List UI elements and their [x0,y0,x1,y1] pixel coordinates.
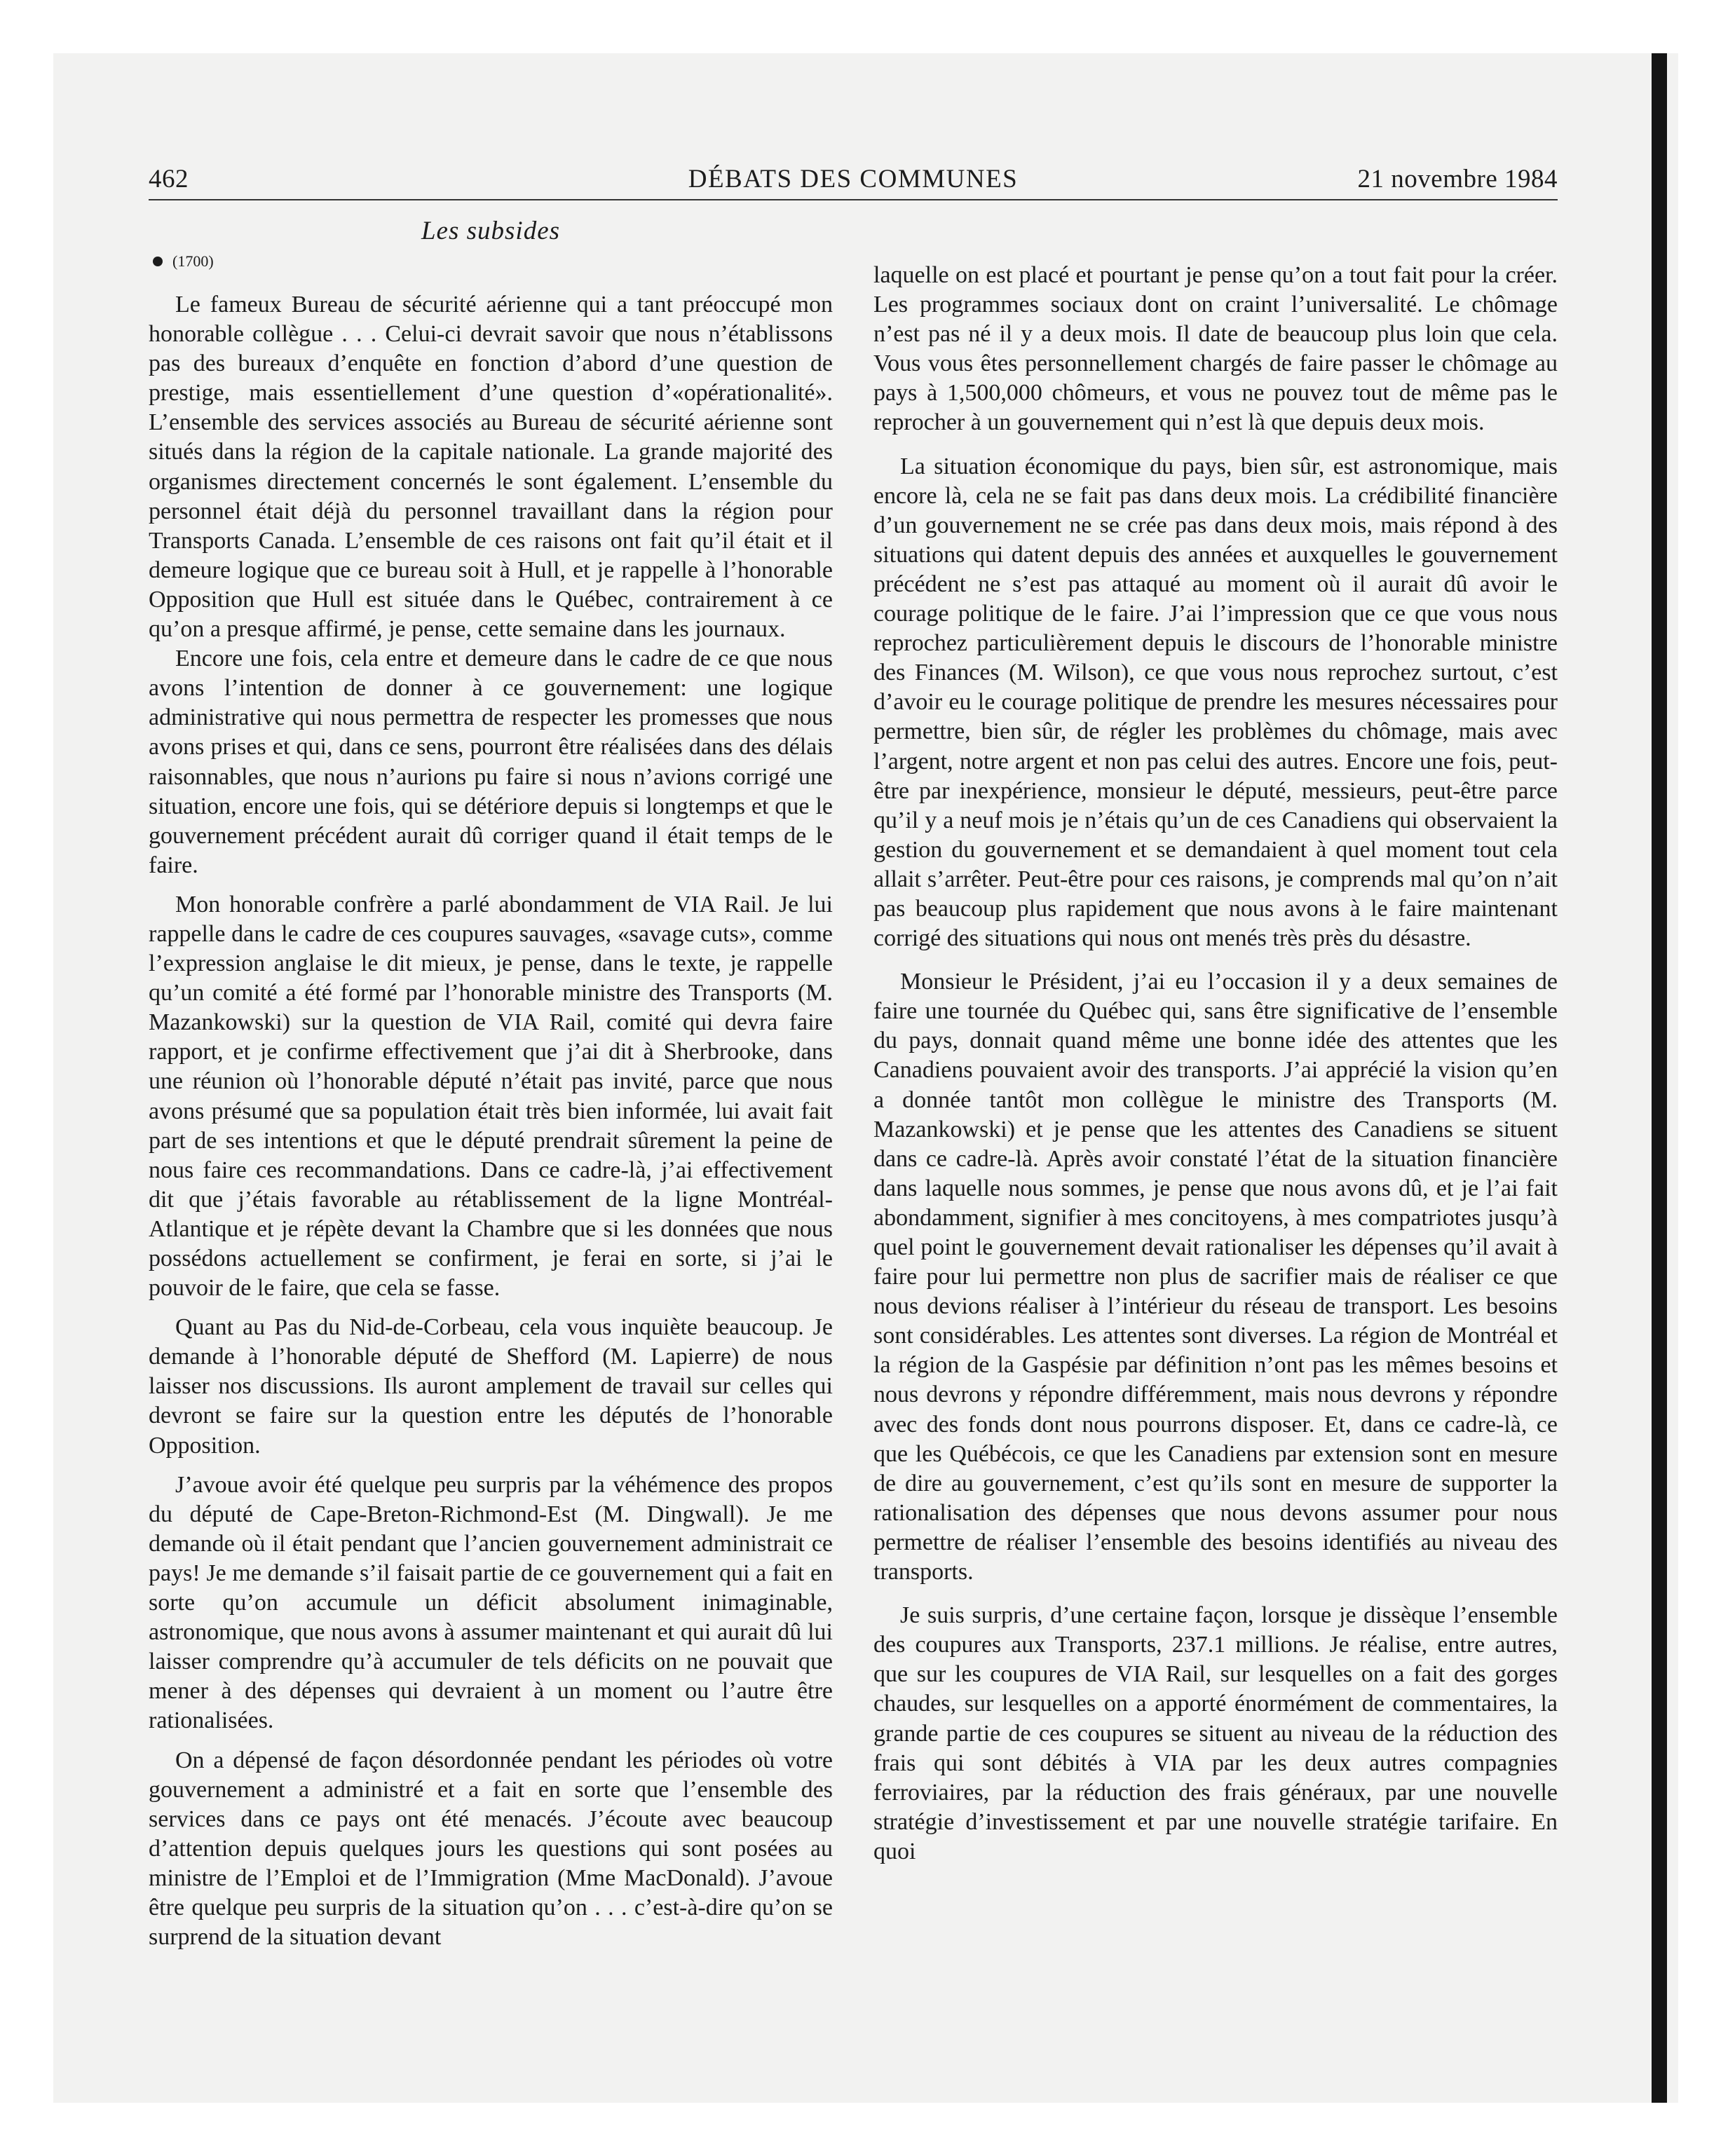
right-column [873,261,1558,1867]
header-rule [149,199,1558,200]
scan-edge [1652,53,1667,2103]
bullet-icon [153,257,163,266]
paragraph: Le fameux Bureau de sécurité aérienne qui a tant préoccupé mon honorable collègue . . . Celui-ci devrait savoir que nous n’établissons pas des bureaux d’enquête en fonction d’abord d’une question de prestige, mais essentiellement d’une question d’«opérationalité». L’ensemble des services associés au Bureau de sécurité aérienne sont situés dans la région de la capitale nationale. La grande majorité des organismes directement concernés le sont également. L’ensemble du personnel était déjà du personnel travaillant dans la région pour Transports Canada. L’ensemble de ces raisons ont fait qu’il était et il demeure logique que ce bureau soit à Hull, et je rappelle à l’honorable Opposition que Hull est située dans le Québec, contrairement à ce qu’on a presque affirmé, je pense, cette semaine dans les journaux. [149,292,833,643]
paragraph: laquelle on est placé et pourtant je pense qu’on a tout fait pour la créer. Les programmes sociaux dont on craint l’universalité. Le chômage n’est pas né il y a deux mois. Il date de beaucoup plus loin que cela. Vous vous êtes personnellement chargés de faire passer le chômage au pays à 1,500,000 chômeurs, et vous ne pouvez tout de même pas le reprocher à un gouvernement qui n’est là que depuis deux mois. [873,262,1558,436]
paragraph: La situation économique du pays, bien sûr, est astronomique, mais encore là, cela ne se fait pas dans deux mois. La crédibilité financière d’un gouvernement ne se crée pas dans deux mois, mais répond à des situations qui datent depuis des années et auxquelles le gouvernement précédent ne s’est pas attaqué au moment où il aurait dû avoir le courage politique de le faire. J’ai l’impression que ce que vous nous reprochez particulièrement depuis le discours de l’honorable ministre des Finances (M. Wilson), ce que vous nous reprochez surtout, c’est d’avoir eu le courage politique de prendre les mesures nécessaires pour permettre, bien sûr, de régler les problèmes du chômage, mais avec l’argent, notre argent et non pas celui des autres. Encore une fois, peut-être par inexpérience, monsieur le député, messieurs, peut-être parce qu’il y a neuf mois je n’étais qu’un de ces Canadiens qui observaient la gestion du gouvernement et se demandaient à quel moment tout cela allait s’arrêter. Peut-être pour ces raisons, je comprends mal qu’on n’ait pas beaucoup plus rapidement que nous avons à le faire maintenant corrigé des situations qui nous ont menés très près du désastre. [873,453,1558,952]
timestamp-text: (1700) [172,252,214,270]
page-header [149,164,1558,199]
paragraph: Quant au Pas du Nid-de-Corbeau, cela vous inquiète beaucoup. Je demande à l’honorable député de Shefford (M. Lapierre) de nous laisser nos discussions. Ils auront amplement de travail sur celles qui devront se faire sur la question entre les députés de l’honorable Opposition. [149,1314,833,1459]
paragraph: Je suis surpris, d’une certaine façon, lorsque je dissèque l’ensemble des coupures aux Transports, 237.1 millions. Je réalise, entre autres, que sur les coupures de VIA Rail, sur lesquelles on a fait des gorges chaudes, sur lesquelles on a apporté énormément de commentaires, la grande partie de ces coupures se situent au niveau de la réduction des frais qui sont débités à VIA par les deux autres compagnies ferroviaires, par la réduction des frais généraux, par une nouvelle stratégie d’investissement et par une nouvelle stratégie tarifaire. En quoi [873,1602,1558,1864]
paragraph: On a dépensé de façon désordonnée pendant les périodes où votre gouvernement a administré et a fait en sorte que l’ensemble des services dans ce pays ont été menacés. J’écoute avec beaucoup d’attention depuis quelques jours les questions qui sont posées au ministre de l’Emploi et de l’Immigration (Mme MacDonald). J’avoue être quelque peu surpris de la situation qu’on . . . c’est-à-dire qu’on se surprend de la situation devant [149,1747,833,1951]
timestamp-marker [153,252,214,271]
section-title: Les subsides [421,217,561,245]
paragraph: Monsieur le Président, j’ai eu l’occasion il y a deux semaines de faire une tournée du Québec qui, sans être significative de l’ensemble du pays, donnait quand même une bonne idée des attentes que les Canadiens pouvaient avoir des transports. J’ai apprécié la vision qu’en a donnée tantôt mon collègue le ministre des Transports (M. Mazankowski) et je pense que les attentes des Canadiens se situent dans ce cadre-là. Après avoir constaté l’état de la situation financière dans laquelle nous sommes, je pense que nous avons dû, et je l’ai fait abondamment, signifier à mes concitoyens, à mes compatriotes jusqu’à quel point le gouvernement devait rationaliser les dépenses qu’il avait à faire pour lui permettre non plus de sacrifier mais de réaliser ce que nous devions réaliser à l’intérieur du réseau de transport. Les besoins sont considérables. Les attentes sont diverses. La région de Montréal et la région de la Gaspésie par définition n’ont pas les mêmes besoins et nous devrons y répondre différemment, mais nous devrons y répondre avec des fonds dont nous pourrons disposer. Et, dans ce cadre-là, ce que les Québécois, ce que les Canadiens par extension sont en mesure de dire au gouvernement, c’est qu’ils sont en mesure de supporter la rationalisation des dépenses que nous devons assumer pour nous permettre de réaliser l’ensemble des besoins identifiés au niveau des transports. [873,969,1558,1585]
header-date: 21 novembre 1984 [1357,165,1558,193]
page-number: 462 [149,165,189,193]
paragraph: Mon honorable confrère a parlé abondamment de VIA Rail. Je lui rappelle dans le cadre de ces coupures sauvages, «savage cuts», comme l’expression anglaise le dit mieux, je pense, dans le texte, je rappelle qu’un comité a été formé par l’honorable ministre des Transports (M. Mazankowski) sur la question de VIA Rail, comité qui devra faire rapport, et je confirme effectivement que j’ai dit à Sherbrooke, dans une réunion où l’honorable député n’était pas invité, parce que nous avons présumé que sa population était très bien informée, lui avait fait part de ses intentions et que le député prendrait sûrement la peine de nous faire ces recommandations. Dans ce cadre-là, j’ai effectivement dit que j’étais favorable au rétablissement de la ligne Montréal-Atlantique et je répète devant la Chambre que si les données que nous possédons actuellement se confirment, je ferai en sorte, si j’ai le pouvoir de le faire, que cela se fasse. [149,891,833,1302]
paragraph: Encore une fois, cela entre et demeure dans le cadre de ce que nous avons l’intention de donner à ce gouvernement: une logique administrative qui nous permettra de respecter les promesses que nous avons prises et qui, dans ce sens, pourront être réalisées dans des délais raisonnables, que nous n’aurions pu faire si nous n’avions corrigé une situation, encore une fois, qui se détériore depuis si longtemps et que le gouvernement précédent aurait dû corriger quand il était temps de le faire. [149,646,833,878]
left-column [149,290,833,1952]
publication-title: DÉBATS DES COMMUNES [688,165,1019,193]
paragraph: J’avoue avoir été quelque peu surpris par la véhémence des propos du député de Cape-Breton-Richmond-Est (M. Dingwall). Je me demande où il était pendant que l’ancien gouvernement administrait ce pays! Je me demande s’il faisait partie de ce gouvernement qui a fait en sorte qu’on accumule un déficit absolument inimaginable, astronomique, que nous avons à assumer maintenant et qui aurait dû lui laisser comprendre qu’à accumuler de tels déficits on ne pouvait que mener à des dépenses qui devraient à un moment ou l’autre être rationalisées. [149,1471,833,1734]
